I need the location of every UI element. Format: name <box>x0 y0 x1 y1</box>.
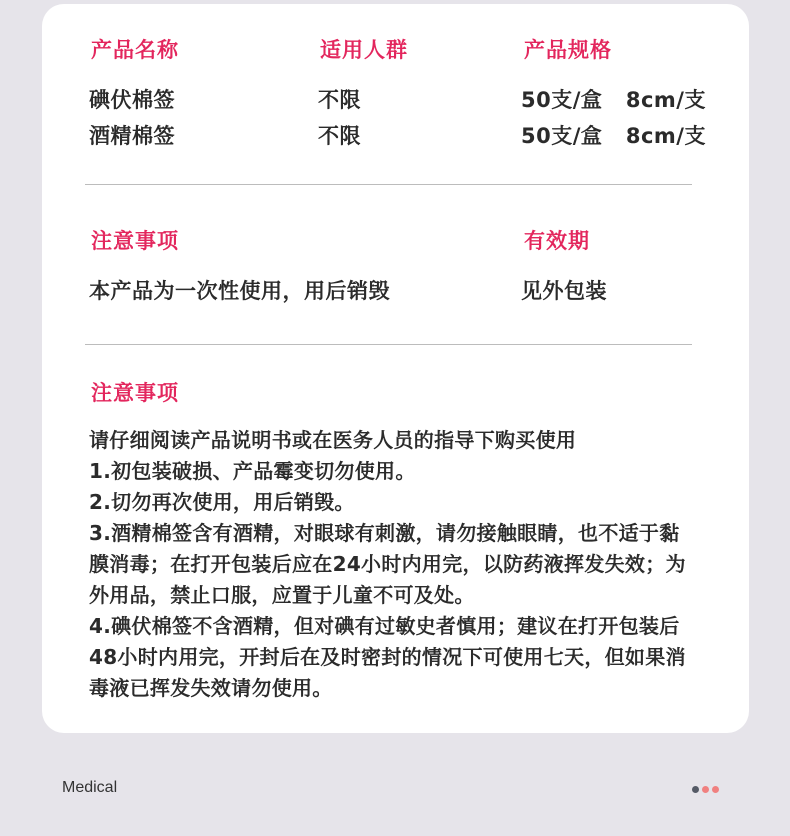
row-1-spec: 50支/盒 8cm/支 <box>521 88 706 112</box>
precaution-line: 膜消毒；在打开包装后应在24小时内用完，以防药液挥发失效；为 <box>89 552 686 576</box>
precautions-heading: 注意事项 <box>91 381 179 405</box>
row-1-audience: 不限 <box>318 88 361 112</box>
precautions-list <box>89 425 729 704</box>
header-product-name: 产品名称 <box>91 38 179 62</box>
validity-heading: 有效期 <box>524 229 590 253</box>
notice-heading: 注意事项 <box>91 229 179 253</box>
precaution-line: 3.酒精棉签含有酒精，对眼球有刺激，请勿接触眼睛，也不适于黏 <box>89 521 680 545</box>
row-2-spec: 50支/盒 8cm/支 <box>521 124 706 148</box>
notice-text: 本产品为一次性使用，用后销毁 <box>89 279 390 303</box>
precaution-line: 1.初包装破损、产品霉变切勿使用。 <box>89 459 416 483</box>
dot-icon <box>692 786 699 793</box>
precaution-line: 2.切勿再次使用，用后销毁。 <box>89 490 355 514</box>
row-1-name: 碘伏棉签 <box>89 88 175 112</box>
header-spec: 产品规格 <box>524 38 612 62</box>
divider <box>85 344 692 345</box>
row-2-name: 酒精棉签 <box>89 124 175 148</box>
header-audience: 适用人群 <box>320 38 408 62</box>
decorative-dots <box>692 786 719 793</box>
brand-label: Medical <box>62 779 118 796</box>
precaution-line: 48小时内用完，开封后在及时密封的情况下可使用七天，但如果消 <box>89 645 686 669</box>
dot-icon <box>712 786 719 793</box>
precaution-line: 4.碘伏棉签不含酒精，但对碘有过敏史者慎用；建议在打开包装后 <box>89 614 680 638</box>
divider <box>85 184 692 185</box>
validity-text: 见外包装 <box>521 279 607 303</box>
precaution-line: 请仔细阅读产品说明书或在医务人员的指导下购买使用 <box>89 428 577 452</box>
row-2-audience: 不限 <box>318 124 361 148</box>
precaution-line: 外用品，禁止口服，应置于儿童不可及处。 <box>89 583 475 607</box>
dot-icon <box>702 786 709 793</box>
precaution-line: 毒液已挥发失效请勿使用。 <box>89 676 333 700</box>
